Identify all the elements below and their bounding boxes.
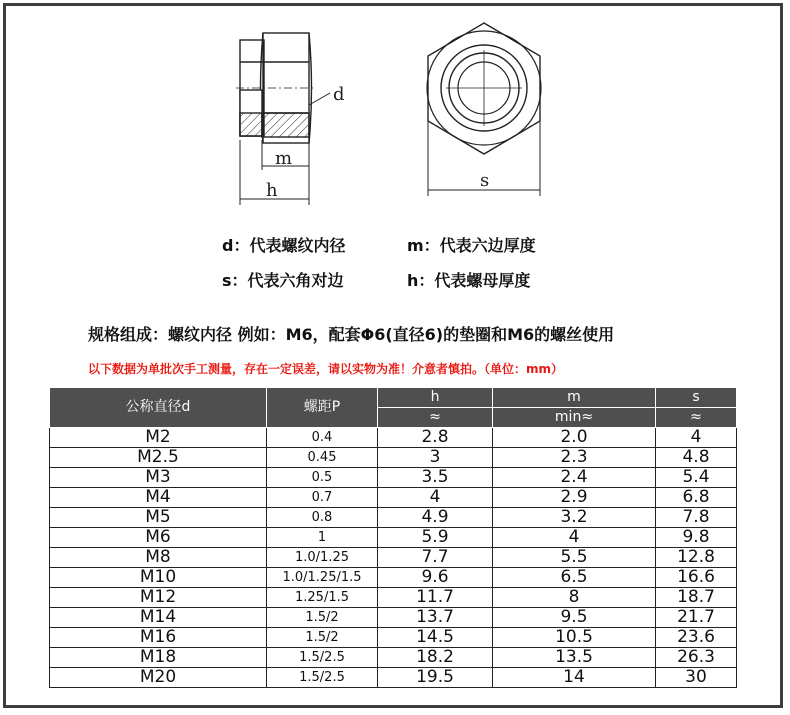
cell-s: 4 xyxy=(656,428,737,448)
table-row xyxy=(50,468,737,488)
cell-s: 5.4 xyxy=(656,468,737,488)
cell-d: M2.5 xyxy=(50,448,267,468)
cell-pitch: 0.45 xyxy=(267,448,378,468)
table-row xyxy=(50,668,737,688)
cell-h: 2.8 xyxy=(378,428,493,448)
cell-m: 5.5 xyxy=(493,548,656,568)
cell-d: M16 xyxy=(50,628,267,648)
legend-s: s：代表六角对边 xyxy=(222,271,344,290)
cell-s: 16.6 xyxy=(656,568,737,588)
cell-d: M6 xyxy=(50,528,267,548)
cell-pitch: 1.0/1.25 xyxy=(267,548,378,568)
diagram-label-d: d xyxy=(333,84,345,105)
cell-h: 7.7 xyxy=(378,548,493,568)
cell-pitch: 1.5/2 xyxy=(267,608,378,628)
header-nominal-diameter: 公称直径d xyxy=(50,388,267,428)
cell-pitch: 1.5/2.5 xyxy=(267,668,378,688)
table-row xyxy=(50,548,737,568)
cell-pitch: 1.0/1.25/1.5 xyxy=(267,568,378,588)
diagram-label-m: m xyxy=(275,148,293,169)
table-row xyxy=(50,588,737,608)
table-row xyxy=(50,448,737,468)
cell-h: 14.5 xyxy=(378,628,493,648)
header-pitch: 螺距P xyxy=(267,388,378,428)
cell-pitch: 1.5/2.5 xyxy=(267,648,378,668)
cell-s: 30 xyxy=(656,668,737,688)
diagram-label-h: h xyxy=(266,180,278,201)
cell-pitch: 0.5 xyxy=(267,468,378,488)
cell-s: 9.8 xyxy=(656,528,737,548)
table-row xyxy=(50,428,737,448)
cell-h: 3 xyxy=(378,448,493,468)
measurement-warning: 以下数据为单批次手工测量，存在一定误差，请以实物为准！介意者慎拍。（单位：mm） xyxy=(88,362,564,376)
cell-m: 13.5 xyxy=(493,648,656,668)
nut-side-view xyxy=(236,33,330,205)
cell-pitch: 0.4 xyxy=(267,428,378,448)
cell-h: 18.2 xyxy=(378,648,493,668)
cell-h: 9.6 xyxy=(378,568,493,588)
cell-d: M20 xyxy=(50,668,267,688)
cell-m: 9.5 xyxy=(493,608,656,628)
cell-s: 6.8 xyxy=(656,488,737,508)
cell-m: 8 xyxy=(493,588,656,608)
cell-h: 3.5 xyxy=(378,468,493,488)
cell-pitch: 1.25/1.5 xyxy=(267,588,378,608)
table-row xyxy=(50,488,737,508)
cell-m: 2.9 xyxy=(493,488,656,508)
cell-d: M3 xyxy=(50,468,267,488)
cell-s: 12.8 xyxy=(656,548,737,568)
cell-s: 7.8 xyxy=(656,508,737,528)
header-h: h xyxy=(378,388,493,408)
cell-d: M12 xyxy=(50,588,267,608)
cell-h: 13.7 xyxy=(378,608,493,628)
cell-h: 5.9 xyxy=(378,528,493,548)
cell-h: 4 xyxy=(378,488,493,508)
cell-m: 2.3 xyxy=(493,448,656,468)
cell-d: M18 xyxy=(50,648,267,668)
cell-s: 21.7 xyxy=(656,608,737,628)
cell-m: 10.5 xyxy=(493,628,656,648)
spec-heading: 规格组成：螺纹内径 例如：M6，配套Φ6(直径6)的垫圈和M6的螺丝使用 xyxy=(88,325,615,344)
cell-pitch: 0.8 xyxy=(267,508,378,528)
table-row xyxy=(50,628,737,648)
nut-drawing xyxy=(0,0,790,220)
spec-table xyxy=(49,387,737,688)
cell-d: M4 xyxy=(50,488,267,508)
cell-s: 26.3 xyxy=(656,648,737,668)
cell-s: 4.8 xyxy=(656,448,737,468)
cell-m: 2.0 xyxy=(493,428,656,448)
cell-m: 6.5 xyxy=(493,568,656,588)
header-h-sub: ≈ xyxy=(378,408,493,428)
table-row xyxy=(50,608,737,628)
legend-m: m：代表六边厚度 xyxy=(407,236,536,255)
cell-d: M8 xyxy=(50,548,267,568)
header-s-sub: ≈ xyxy=(656,408,737,428)
cell-s: 18.7 xyxy=(656,588,737,608)
header-m-sub: min≈ xyxy=(493,408,656,428)
table-row xyxy=(50,568,737,588)
cell-m: 4 xyxy=(493,528,656,548)
table-row xyxy=(50,508,737,528)
cell-d: M2 xyxy=(50,428,267,448)
cell-h: 4.9 xyxy=(378,508,493,528)
diagram-label-s: s xyxy=(480,170,490,191)
header-s: s xyxy=(656,388,737,408)
table-row xyxy=(50,528,737,548)
cell-d: M14 xyxy=(50,608,267,628)
cell-s: 23.6 xyxy=(656,628,737,648)
header-m: m xyxy=(493,388,656,408)
cell-pitch: 1 xyxy=(267,528,378,548)
legend-h: h：代表螺母厚度 xyxy=(407,271,531,290)
cell-d: M10 xyxy=(50,568,267,588)
cell-m: 2.4 xyxy=(493,468,656,488)
cell-d: M5 xyxy=(50,508,267,528)
cell-m: 14 xyxy=(493,668,656,688)
cell-pitch: 0.7 xyxy=(267,488,378,508)
cell-m: 3.2 xyxy=(493,508,656,528)
cell-h: 19.5 xyxy=(378,668,493,688)
legend-d: d：代表螺纹内径 xyxy=(222,236,346,255)
cell-h: 11.7 xyxy=(378,588,493,608)
table-row xyxy=(50,648,737,668)
cell-pitch: 1.5/2 xyxy=(267,628,378,648)
